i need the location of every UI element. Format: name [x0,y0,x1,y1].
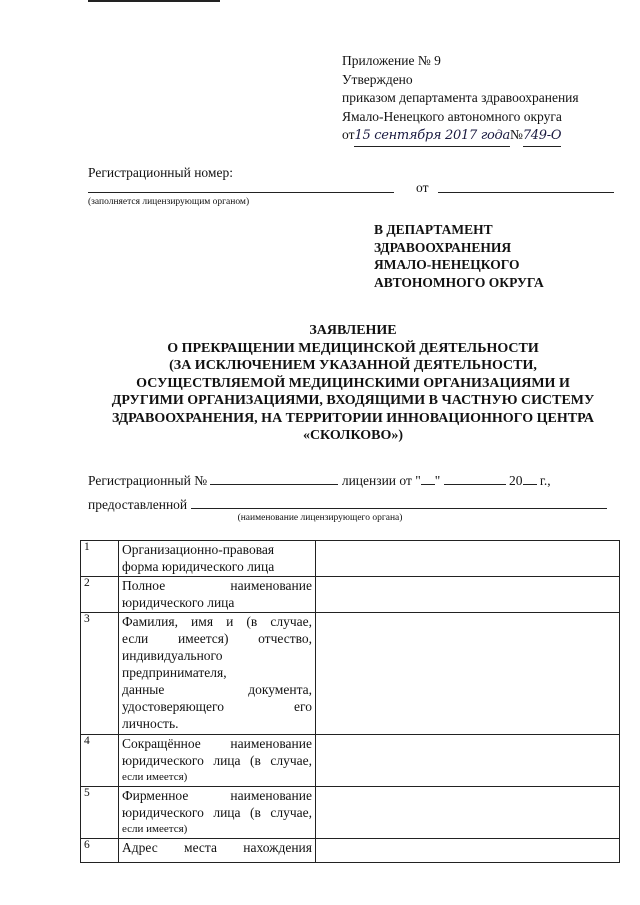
license-day-field[interactable] [421,472,435,485]
table-row: 1 Организационно-правовая форма юридического лица [81,541,620,577]
provided-line: предоставленной [88,496,618,513]
document-title: ЗАЯВЛЕНИЕ О ПРЕКРАЩЕНИИ МЕДИЦИНСКОЙ ДЕЯТЕЛЬНОСТИ (ЗА ИСКЛЮЧЕНИЕМ УКАЗАННОЙ ДЕЯТЕЛЬНОСТИ, ОСУЩЕСТВЛЯЕМОЙ МЕДИЦИНСКИМИ ОРГАНИЗАЦИЯМИ И ДРУГИМИ ОРГАНИЗАЦИЯМИ, ВХОДЯЩИМИ В ЧАСТНУЮ СИСТЕМУ ЗДРАВООХРАНЕНИЯ, НА ТЕРРИТОРИИ ИННОВАЦИОННОГО ЦЕНТРА «СКОЛКОВО») [111,323,595,443]
order-line: приказом департамента здравоохранения [342,90,579,106]
appendix-number: Приложение № 9 [342,53,441,68]
applicant-info-table [80,540,620,863]
order-date-number: от15 сентября 2017 года№749-О [342,126,579,147]
address-field[interactable] [316,839,620,863]
top-edge-line [88,0,220,2]
table-row: 3 Фамилия, имя и (в случае, если имеется) отчество, индивидуального предпринимателя, данные документа, удостоверяющего его личность. [81,613,620,735]
approved-label: Утверждено [342,71,413,87]
licensing-organ-field[interactable] [191,496,607,509]
table-row: 5 Фирменное наименование юридического лица (в случае, если имеется) [81,787,620,839]
approval-block [342,52,579,147]
license-number-field[interactable] [210,472,338,485]
license-line: Регистрационный № лицензии от " " 20 г., [88,473,551,488]
table-row: 4 Сокращённое наименование юридического лица (в случае, если имеется) [81,735,620,787]
registration-from-label: от [416,180,429,195]
license-year-field[interactable] [523,472,537,485]
short-name-field[interactable] [316,735,620,787]
full-name-field[interactable] [316,577,620,613]
entrepreneur-name-field[interactable] [316,613,620,735]
filled-by-note: (заполняется лицензирующим органом) [88,197,250,207]
licensing-organ-note: (наименование лицензирующего органа) [237,513,403,523]
region-line: Ямало-Ненецкого автономного округа [342,108,562,124]
addressee-block: В ДЕПАРТАМЕНТ ЗДРАВООХРАНЕНИЯ ЯМАЛО-НЕНЕЦКОГО АВТОНОМНОГО ОКРУГА [374,222,544,290]
org-legal-form-field[interactable] [316,541,620,577]
license-month-field[interactable] [444,472,506,485]
handwritten-number: 749-О [523,127,561,147]
registration-number-label: Регистрационный номер: [88,165,233,180]
table-row: 2 Полное наименование юридического лица [81,577,620,613]
table-row: 6 Адрес места нахождения [81,839,620,863]
handwritten-date: 15 сентября 2017 года [354,127,509,147]
brand-name-field[interactable] [316,787,620,839]
registration-number-field[interactable] [88,192,394,193]
registration-date-field[interactable] [438,192,614,193]
